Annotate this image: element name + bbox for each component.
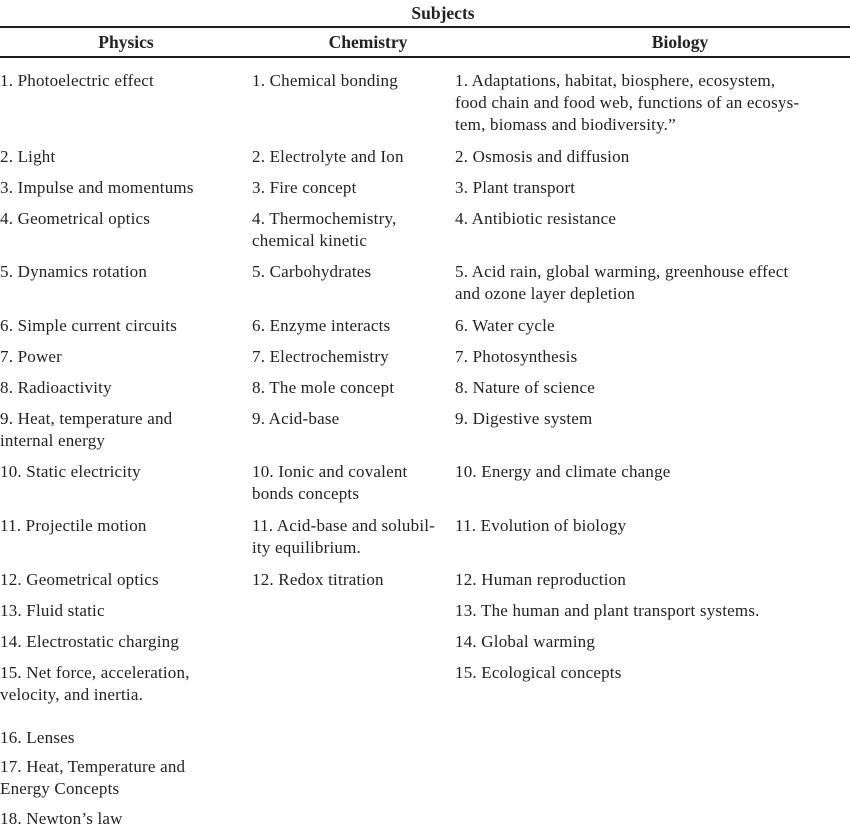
cell-line: 7. Power: [0, 347, 63, 366]
table-row: [0, 631, 850, 662]
table-row: [0, 377, 850, 408]
cell-line: 17. Heat, Temperature and: [0, 757, 186, 776]
cell-line: velocity, and inertia.: [0, 685, 144, 704]
cell-line: 18. Newton’s law: [0, 809, 123, 828]
cell-line: 8. Nature of science: [455, 378, 595, 397]
chemistry-cell: [252, 346, 455, 368]
table-row: [0, 727, 850, 756]
biology-cell: [455, 461, 850, 483]
cell-line: tem, biomass and biodiversity.”: [455, 115, 676, 134]
cell-line: 5. Carbohydrates: [252, 262, 372, 281]
physics-cell: [0, 377, 252, 399]
physics-cell: [0, 70, 252, 92]
cell-line: 15. Net force, acceleration,: [0, 663, 190, 682]
cell-line: 7. Electrochemistry: [252, 347, 389, 366]
chemistry-cell: [252, 377, 455, 399]
cell-line: 5. Acid rain, global warming, greenhouse effect: [455, 262, 789, 281]
table-row: [0, 756, 850, 808]
chemistry-cell: [252, 408, 455, 430]
cell-line: bonds concepts: [252, 484, 360, 503]
cell-line: 9. Digestive system: [455, 409, 593, 428]
cell-line: 16. Lenses: [0, 728, 75, 747]
cell-line: 14. Electrostatic charging: [0, 632, 180, 651]
cell-line: 8. Radioactivity: [0, 378, 112, 397]
column-header-chemistry: Chemistry: [328, 32, 408, 52]
cell-line: 3. Plant transport: [455, 178, 576, 197]
cell-line: 11. Acid-base and solubil-: [252, 516, 436, 535]
chemistry-cell: [252, 569, 455, 591]
biology-cell: [455, 662, 850, 684]
biology-cell: [455, 600, 850, 622]
biology-cell: [455, 346, 850, 368]
biology-cell: [455, 631, 850, 653]
physics-cell: [0, 177, 252, 199]
cell-line: 10. Static electricity: [0, 462, 141, 481]
cell-line: 4. Antibiotic resistance: [455, 209, 617, 228]
chemistry-cell: [252, 70, 455, 92]
chemistry-cell: [252, 461, 455, 505]
physics-cell: [0, 515, 252, 537]
chemistry-cell: [252, 261, 455, 283]
table-row: [0, 408, 850, 461]
cell-line: 12. Geometrical optics: [0, 570, 159, 589]
table-row: [0, 346, 850, 377]
cell-line: 12. Human reproduction: [455, 570, 627, 589]
cell-line: chemical kinetic: [252, 231, 368, 250]
physics-cell: [0, 808, 252, 830]
cell-line: internal energy: [0, 431, 106, 450]
cell-line: 13. The human and plant transport systems.: [455, 601, 760, 620]
biology-cell: [455, 208, 850, 230]
physics-cell: [0, 461, 252, 483]
cell-line: 14. Global warming: [455, 632, 596, 651]
cell-line: 9. Heat, temperature and: [0, 409, 173, 428]
biology-cell: [455, 315, 850, 337]
physics-cell: [0, 346, 252, 368]
cell-line: 4. Geometrical optics: [0, 209, 151, 228]
table-row: [0, 70, 850, 146]
physics-cell: [0, 600, 252, 622]
physics-cell: [0, 569, 252, 591]
table-row: [0, 662, 850, 727]
chemistry-cell: [252, 177, 455, 199]
biology-cell: [455, 146, 850, 168]
table-row: [0, 208, 850, 261]
cell-line: 6. Water cycle: [455, 316, 555, 335]
cell-line: 2. Osmosis and diffusion: [455, 147, 630, 166]
cell-line: 1. Adaptations, habitat, biosphere, ecosystem,: [455, 71, 776, 90]
table-row: [0, 808, 850, 831]
cell-line: 2. Light: [0, 147, 56, 166]
cell-line: 8. The mole concept: [252, 378, 395, 397]
chemistry-cell: [252, 315, 455, 337]
cell-line: 13. Fluid static: [0, 601, 105, 620]
physics-cell: [0, 727, 252, 749]
cell-line: 4. Thermochemistry,: [252, 209, 397, 228]
table-row: [0, 515, 850, 569]
table-body: [0, 58, 850, 831]
table-row: [0, 461, 850, 515]
cell-line: 10. Ionic and covalent: [252, 462, 408, 481]
physics-cell: [0, 146, 252, 168]
biology-cell: [455, 70, 850, 136]
table-row: [0, 146, 850, 177]
cell-line: 1. Chemical bonding: [252, 71, 398, 90]
cell-line: 6. Simple current circuits: [0, 316, 178, 335]
cell-line: 1. Photoelectric effect: [0, 71, 154, 90]
cell-line: ity equilibrium.: [252, 538, 361, 557]
biology-cell: [455, 377, 850, 399]
biology-cell: [455, 569, 850, 591]
column-header-biology: Biology: [651, 32, 709, 52]
cell-line: and ozone layer depletion: [455, 284, 636, 303]
table-title: Subjects: [411, 3, 475, 23]
physics-cell: [0, 408, 252, 452]
chemistry-cell: [252, 208, 455, 252]
cell-line: 15. Ecological concepts: [455, 663, 622, 682]
cell-line: 12. Redox titration: [252, 570, 384, 589]
cell-line: 11. Projectile motion: [0, 516, 147, 535]
column-header-physics: Physics: [98, 32, 154, 52]
table-row: [0, 600, 850, 631]
chemistry-cell: [252, 146, 455, 168]
cell-line: 7. Photosynthesis: [455, 347, 578, 366]
cell-line: 3. Fire concept: [252, 178, 357, 197]
physics-cell: [0, 208, 252, 230]
table-row: [0, 261, 850, 315]
physics-cell: [0, 662, 252, 706]
physics-cell: [0, 631, 252, 653]
column-header-row: [0, 28, 850, 56]
biology-cell: [455, 515, 850, 537]
physics-cell: [0, 756, 252, 800]
biology-cell: [455, 408, 850, 430]
table-row: [0, 315, 850, 346]
table-row: [0, 569, 850, 600]
chemistry-cell: [252, 515, 455, 559]
table-row: [0, 177, 850, 208]
cell-line: 9. Acid-base: [252, 409, 340, 428]
cell-line: 3. Impulse and momentums: [0, 178, 194, 197]
cell-line: 11. Evolution of biology: [455, 516, 627, 535]
cell-line: food chain and food web, functions of an ecosys-: [455, 93, 800, 112]
cell-line: 5. Dynamics rotation: [0, 262, 148, 281]
cell-line: 6. Enzyme interacts: [252, 316, 391, 335]
biology-cell: [455, 261, 850, 305]
physics-cell: [0, 315, 252, 337]
physics-cell: [0, 261, 252, 283]
cell-line: 10. Energy and climate change: [455, 462, 671, 481]
cell-line: Energy Concepts: [0, 779, 120, 798]
biology-cell: [455, 177, 850, 199]
cell-line: 2. Electrolyte and Ion: [252, 147, 404, 166]
